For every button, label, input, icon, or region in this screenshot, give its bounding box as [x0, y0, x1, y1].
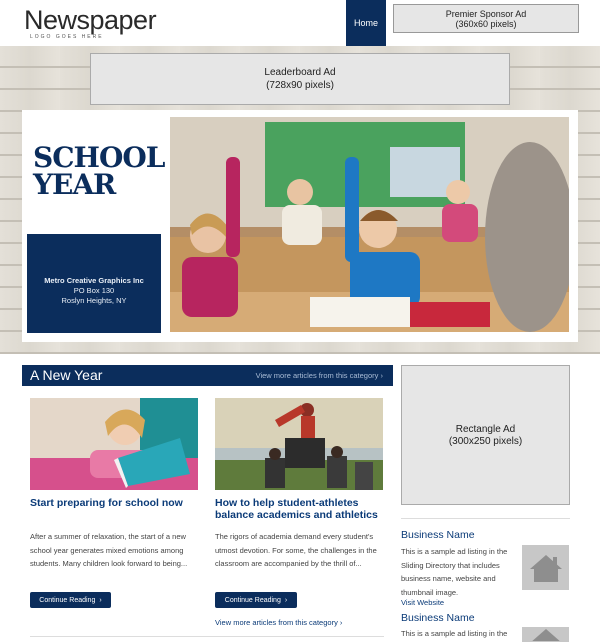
sponsor-ad-size: (360x60 pixels)	[455, 19, 517, 29]
section-more-label: View more articles from this category	[255, 371, 379, 380]
more-articles-label: View more articles from this category	[215, 618, 338, 627]
continue-reading-label-2: Continue Reading	[224, 596, 281, 604]
nav-home[interactable]: Home	[346, 0, 386, 46]
hero-title	[33, 141, 165, 201]
article-thumbnail-football[interactable]	[215, 398, 383, 490]
listing-thumbnail-2[interactable]	[522, 627, 569, 642]
hero-title-line1: SCHOOL	[33, 141, 165, 174]
logo-text: Newspaper	[24, 5, 157, 35]
divider	[30, 636, 384, 637]
listing-business-name-2[interactable]: Business Name	[401, 612, 475, 624]
leaderboard-ad-size: (728x90 pixels)	[266, 80, 334, 91]
article-title-2[interactable]: How to help student-athletes balance academics and athletics	[215, 497, 378, 521]
rectangle-ad[interactable]	[401, 365, 570, 505]
rectangle-ad-size: (300x250 pixels)	[448, 436, 523, 447]
more-articles-link-bottom[interactable]: View more articles from this category ›	[215, 618, 343, 627]
hero-photo-classroom	[170, 117, 569, 332]
article-thumbnail-reading-girl[interactable]	[30, 398, 198, 490]
continue-reading-label-1: Continue Reading	[39, 596, 96, 604]
listing-description-2: This is a sample ad listing in the	[401, 629, 508, 638]
chevron-right-icon: ›	[99, 596, 102, 604]
section-title: A New Year	[30, 367, 103, 383]
divider	[401, 518, 570, 519]
company-name: Metro Creative Graphics Inc	[44, 276, 144, 285]
premier-sponsor-ad[interactable]	[393, 4, 579, 33]
listing-visit-website-link[interactable]: Visit Website	[401, 598, 445, 607]
section-more-link[interactable]: View more articles from this category ›	[255, 371, 383, 380]
sponsor-info-box	[27, 234, 161, 333]
home-icon	[529, 553, 563, 583]
listing-description-1: This is a sample ad listing in the Sliding Directory that includes business name, website and thumbnail image.	[401, 547, 508, 597]
continue-reading-button-2[interactable]	[215, 592, 297, 608]
hero-title-line2: YEAR	[33, 168, 116, 201]
chevron-right-icon: ›	[284, 596, 288, 604]
site-logo[interactable]	[24, 6, 156, 40]
article-excerpt-1: After a summer of relaxation, the start of a new school year generates mixed emotions among students. Many children look forward to being...	[30, 532, 188, 568]
leaderboard-ad[interactable]	[90, 53, 510, 105]
listing-business-name-1[interactable]: Business Name	[401, 529, 475, 541]
article-title-1[interactable]: Start preparing for school now	[30, 497, 183, 509]
company-city: Roslyn Heights, NY	[61, 296, 127, 305]
continue-reading-button-1[interactable]	[30, 592, 111, 608]
logo-tagline: LOGO GOES HERE	[30, 34, 104, 40]
article-excerpt-2: The rigors of academia demand every student's utmost devotion. For some, the challenges in the classroom are accompanied by the thrill of...	[215, 532, 377, 568]
leaderboard-ad-label: Leaderboard Ad	[264, 67, 336, 78]
section-header	[22, 365, 393, 386]
site-header	[0, 0, 600, 46]
home-icon	[529, 627, 563, 641]
company-po-box: PO Box 130	[73, 286, 115, 295]
rectangle-ad-label: Rectangle Ad	[455, 424, 516, 435]
sponsor-ad-label: Premier Sponsor Ad	[445, 9, 527, 19]
listing-thumbnail-1[interactable]	[522, 545, 569, 590]
